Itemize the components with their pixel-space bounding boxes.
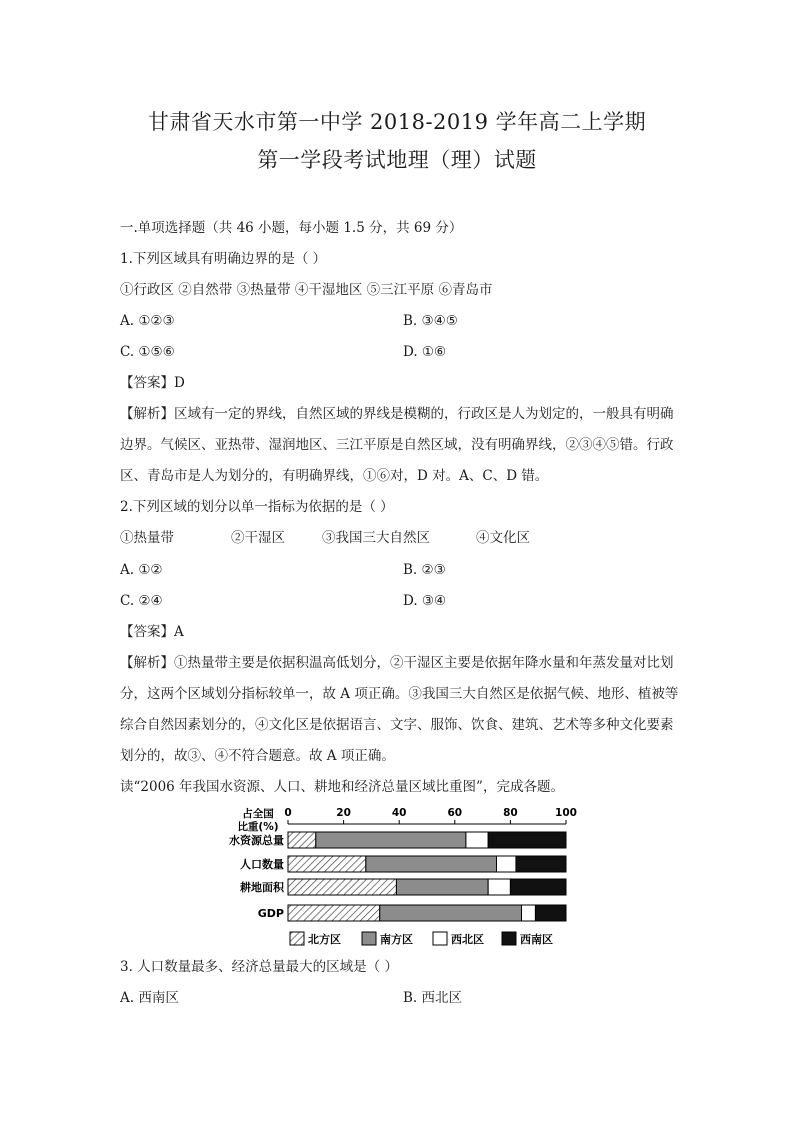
q2-option-c: C. ②④	[120, 593, 163, 609]
q1-answer-tag: 【答案】	[120, 375, 174, 391]
legend-swatch	[362, 932, 376, 945]
bar-segment	[535, 905, 566, 921]
q2-answer-tag: 【答案】	[120, 624, 174, 640]
legend-label: 西南区	[520, 933, 553, 946]
q1-items: ①行政区 ②自然带 ③热量带 ④干湿地区 ⑤三江平原 ⑥青岛市	[120, 282, 493, 298]
bar-segment	[522, 905, 536, 921]
q1-option-d: D. ①⑥	[403, 344, 447, 360]
q2-option-b: B. ②③	[403, 562, 446, 578]
bar-segment	[316, 832, 466, 848]
legend-swatch	[290, 932, 304, 945]
q2-item-3: ③我国三大自然区	[322, 530, 430, 546]
legend-label: 西北区	[451, 933, 484, 946]
category-label: 水资源总量	[229, 834, 284, 847]
legend-label: 北方区	[308, 933, 341, 946]
category-label: 人口数量	[240, 858, 284, 871]
x-tick-label: 100	[555, 807, 577, 819]
q3-option-b: B. 西北区	[403, 990, 463, 1006]
bar-segment	[510, 879, 566, 895]
q2-item-4: ④文化区	[476, 530, 530, 546]
bar-segment	[396, 879, 488, 895]
chart-ylabel-line2: 比重(%)	[237, 821, 279, 833]
bar-segment	[488, 832, 566, 848]
chart-bars	[229, 832, 566, 921]
bar-segment	[288, 856, 366, 872]
q2-answer-value: A	[174, 624, 184, 640]
read-prompt: 读“2006 年我国水资源、人口、耕地和经济总量区域比重图”，完成各题。	[120, 779, 564, 795]
q1-stem: 1.下列区域具有明确边界的是（ ）	[120, 251, 327, 267]
x-tick-label: 20	[336, 807, 351, 819]
q1-option-a: A. ①②③	[120, 313, 175, 329]
section-heading: 一.单项选择题（共 46 小题，每小题 1.5 分，共 69 分）	[120, 220, 463, 236]
q1-answer	[120, 373, 185, 393]
bar-segment	[288, 832, 316, 848]
bar-segment	[516, 856, 566, 872]
region-share-chart	[222, 804, 577, 952]
q1-analysis-tag: 【解析】	[120, 406, 174, 422]
legend-swatch	[433, 932, 447, 945]
bar-segment	[288, 905, 380, 921]
q2-analysis-tag: 【解析】	[120, 655, 174, 671]
q2-answer	[120, 622, 184, 642]
x-tick-label: 80	[503, 807, 518, 819]
x-tick-label: 60	[447, 807, 463, 819]
chart-ylabel-line1: 占全国	[242, 808, 274, 820]
doc-title-line1: 甘肃省天水市第一中学 2018-2019 学年高二上学期	[147, 110, 647, 134]
q2-option-a: A. ①②	[120, 562, 163, 578]
category-label: GDP	[257, 907, 284, 920]
category-label: 耕地面积	[240, 881, 284, 894]
bar-segment	[497, 856, 516, 872]
bar-segment	[288, 879, 396, 895]
q2-item-2: ②干湿区	[231, 530, 285, 546]
legend-swatch	[502, 932, 516, 945]
bar-segment	[366, 856, 497, 872]
bar-segment	[488, 879, 510, 895]
q1-analysis	[120, 399, 680, 492]
doc-title-line2: 第一学段考试地理（理）试题	[257, 148, 537, 172]
q3-option-a: A. 西南区	[120, 990, 179, 1006]
chart-legend	[290, 932, 553, 946]
q1-option-c: C. ①⑤⑥	[120, 344, 175, 360]
q2-analysis-text: ①热量带主要是依据积温高低划分，②干湿区主要是依据年降水量和年蒸发量对比划分，这两个区域划分指标较单一，故 A 项正确。③我国三大自然区是依据气候、地形、植被等综合自然因素划分的，④文化区是依据语言、文字、服饰、饮食、建筑、艺术等多种文化要素划分的，故③、④不符合题意。故 A 项正确。	[120, 655, 679, 764]
q2-item-1: ①热量带	[120, 530, 174, 546]
bar-segment	[466, 832, 488, 848]
q3-stem: 3. 人口数量最多、经济总量最大的区域是（ ）	[120, 959, 398, 975]
q2-stem: 2.下列区域的划分以单一指标为依据的是（ ）	[120, 499, 394, 515]
q2-option-d: D. ③④	[403, 593, 447, 609]
q1-option-b: B. ③④⑤	[403, 313, 458, 329]
bar-segment	[380, 905, 522, 921]
q1-answer-value: D	[174, 375, 185, 391]
q1-analysis-text: 区域有一定的界线，自然区域的界线是模糊的，行政区是人为划定的，一般具有明确边界。气候区、亚热带、湿润地区、三江平原是自然区域，没有明确界线，②③④⑤错。行政区、青岛市是人为划分的，有明确界线，①⑥对，D 对。A、C、D 错。	[120, 406, 674, 484]
legend-label: 南方区	[380, 933, 413, 946]
chart-x-axis	[284, 807, 577, 824]
q2-analysis	[120, 648, 680, 772]
x-tick-label: 40	[391, 807, 407, 819]
x-tick-label: 0	[284, 807, 292, 819]
